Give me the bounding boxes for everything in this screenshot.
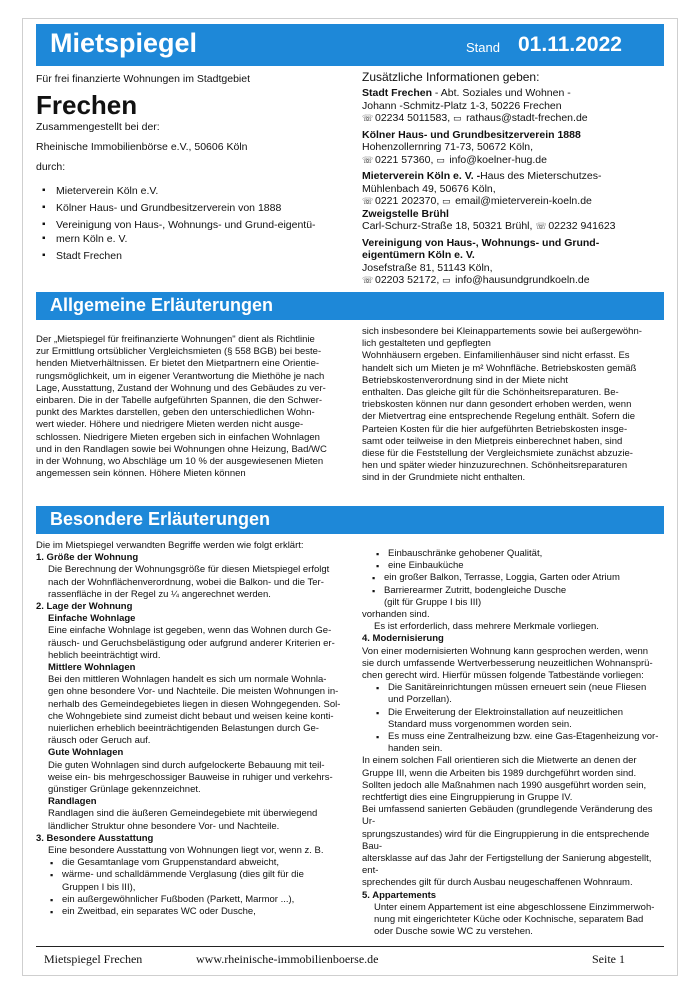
list-line: handen sein. [388,743,443,755]
list-line: Von einer modernisierten Wohnung kann gesprochen werden, wenn [362,645,649,657]
list-line: (gilt für Gruppe I bis III) [384,596,482,608]
org-address: Johann -Schmitz-Platz 1-3, 50226 Frechen [362,99,562,112]
list-line: ▪ ein außergewöhnlicher Fußboden (Parkett, Marmor ...), [36,894,356,906]
list-heading: Einfache Wohnlage [48,613,136,625]
list-heading: Mittlere Wohnlagen [48,662,136,674]
org-phone: 0221 202370, [375,195,440,207]
list-line: sprungszustandes) wird für die Eingruppierung in die entsprechende Bau- [362,828,650,852]
text-line: triebskosten können nur dann gesondert erhoben werden, wenn [362,399,632,411]
org-phone: 02203 52172, [375,274,440,286]
list-heading: 1. Größe der Wohnung [36,552,139,564]
list-heading: 5. Appartements [362,889,437,901]
phone-icon: ☏ [535,221,547,231]
list-line: In einem solchen Fall orientieren sich die Mietwerte an denen der [362,755,637,767]
section-general-title: Allgemeine Erläuterungen [50,295,274,315]
text-line: lich gestalteten und gepflegten [362,338,491,350]
special-text-left [36,540,356,918]
list-line: Eine besondere Ausstattung von Wohnungen liegt vor, wenn z. B. [48,845,324,857]
list-line: heblich beeinträchtigt wird. [48,649,161,661]
list-line: Die Berechnung der Wohnungsgröße für diesen Mietspiegel erfolgt [48,564,330,576]
section-special-bar [36,506,664,534]
footer-page: Seite 1 [592,952,625,966]
text-line: Wohnhäusern ergeben. Einfamilienhäuser sind nicht erfasst. Es [362,350,630,362]
list-heading: 3. Besondere Ausstattung [36,832,154,844]
org-mieterverein [362,170,662,233]
text-line: Der „Mietspiegel für freifinanzierte Wohnungen" dient als Richtlinie [36,334,315,345]
subtitle: Für frei finanzierte Wohnungen im Stadtgebiet [36,73,251,85]
list-line: ▪ Die Erweiterung der Elektroinstallation auf neuzeitlichen [362,707,664,719]
header-bar [36,24,664,66]
list-line: sprechendes gilt für durch Ausbau neugeschaffenen Wohnraum. [362,877,633,889]
list-line: ▪ die Gesamtanlage vom Gruppenstandard abweicht, [36,857,356,869]
general-text-left [36,334,342,480]
phone-icon: ☏ [362,196,374,206]
city-title: Frechen [36,90,138,120]
list-line: ▪ wärme- und schalldämmende Verglasung (dies gilt für die [36,869,356,881]
left-head [36,72,356,266]
list-heading: 2. Lage der Wohnung [36,601,133,613]
text-line: diese für die Feststellung der Vergleichsmiete zunächst abzuzie- [362,448,633,460]
org-email: info@hausundgrundkoeln.de [455,274,590,286]
org-name-rest: - Abt. Soziales und Wohnen - [432,87,571,99]
text-line: und in den Randlagen sowie bei Wohnungen ohne Heizung, Bad/WC [36,443,327,455]
footer-url[interactable]: www.rheinische-immobilienboerse.de [196,952,379,966]
list-line: ▪ Einbauschränke gehobener Qualität, [362,548,664,560]
list-line: günstiger Grünlage gekennzeichnet. [48,784,201,796]
list-line: Es ist erforderlich, dass mehrere Merkmale vorliegen. [374,621,599,633]
list-line: ländlicher Struktur ohne besondere Vor- und Nachteile. [48,820,280,832]
section-special-title: Besondere Erläuterungen [50,509,271,529]
text-line: der Mietvertrag eine entsprechende Regelung enthält. Sofern die [362,411,636,423]
list-line: Bei umfassend sanierten Gebäuden (grundlegende Veränderung des Ur- [362,804,653,828]
phone-icon: ☏ [362,275,374,285]
list-line: ▪ ein Zweitbad, ein separates WC oder Dusche, [36,906,356,918]
list-line: gen ohne besondere Vor- und Nachteile. Die meisten Wohnungen in- [48,686,339,698]
partner-item: ▪ Vereinigung von Haus-, Wohnungs- und Grund-eigentü- [36,218,356,232]
partner-item: ▪ Kölner Haus- und Grundbesitzerverein von 1888 [36,201,356,215]
list-line: rassenfläche in der Regel zu ¼ angerechnet werden. [48,588,271,600]
list-line: Eine einfache Wohnlage ist gegeben, wenn das Wohnen durch Ge- [48,625,332,637]
text-line: angemessen sein können. Höhere Mieten können [36,468,246,480]
text-line: punkt des Marktes darstellen, geben den unterschiedlichen Wohn- [36,407,315,419]
list-line: Standard muss vorgenommen worden sein. [388,718,572,730]
text-line: sind in der Grundmiete nicht enthalten. [362,472,526,484]
list-line: nung mit eingerichteter Küche oder Kochnische, separatem Bad [374,914,644,926]
list-line: Unter einem Appartement ist eine abgeschlossene Einzimmerwoh- [374,901,655,913]
through-label: durch: [36,161,66,173]
branch-name: Zweigstelle Brühl [362,207,449,220]
document-title: Mietspiegel [50,28,198,58]
text-line: Lage, Ausstattung, Zustand der Wohnung und des Gebäudes zu ver- [36,382,326,394]
org-vereinigung [362,237,662,287]
footer-rule [36,946,664,947]
contact-info [362,70,662,291]
org-address: Mühlenbach 49, 50676 Köln, [362,182,496,195]
stand-date: 01.11.2022 [518,33,622,56]
fax-icon: ▭ [442,275,451,285]
stand-label: Stand [466,40,500,55]
text-line: wert wieder. Höhere und niedrigere Mieten werden nicht ausge- [36,419,304,431]
org-phone: 0221 57360, [375,153,434,166]
org-name: Stadt Frechen [362,87,433,99]
compiler: Rheinische Immobilienbörse e.V., 50606 Köln [36,141,248,153]
text-line: samt oder teilweise in den Mietpreis einberechnet haben, sind [362,435,623,447]
list-line: räusch oder Geruch auf. [48,735,151,747]
text-line: sich insbesondere bei Kleinappartements sowie bei außergewöhn- [362,326,642,337]
list-line: nerhalb des Gemeindegebietes liegen in diesen Wohngegenden. Sol- [48,698,341,710]
org-name-rest: Haus des Mieterschutzes- [480,170,602,182]
list-heading: Gute Wohnlagen [48,747,124,759]
list-line: nuierlichen erheblich beeinträchtigenden Belastungen durch Ge- [48,723,319,735]
branch-phone: 02232 941623 [548,220,616,232]
list-line: ▪ Barrierearmer Zutritt, bodengleiche Dusche [362,585,664,597]
org-name: Kölner Haus- und Grundbesitzerverein 1888 [362,128,581,141]
partner-item-cont-text: mern Köln e. V. [56,233,128,245]
org-name-cont: eigentümern Köln e. V. [362,249,475,261]
contact-heading: Zusätzliche Informationen geben: [362,70,540,84]
list-line: Die guten Wohnlagen sind durch aufgelockerte Bebauung mit teil- [48,759,325,771]
footer-left: Mietspiegel Frechen [44,952,143,966]
org-email: rathaus@stadt-frechen.de [466,112,588,124]
list-line: vorhanden sind. [362,609,430,621]
list-line: ▪ ein großer Balkon, Terrasse, Loggia, Garten oder Atrium [362,572,664,584]
org-email: info@koelner-hug.de [449,153,547,166]
org-address: Hohenzollernring 71-73, 50672 Köln, [362,141,534,153]
list-heading: Randlagen [48,796,97,808]
text-line: Parteien Kosten für die hier aufgeführten Betriebskosten insge- [362,423,628,435]
list-line: räusch- und Geruchsbelästigung oder aufgrund anderer Kriterien er- [48,637,335,649]
fax-icon: ▭ [453,113,462,123]
list-line: rechtfertigt dies eine Eingruppierung in Gruppe IV. [362,792,573,804]
text-line: handelt sich um Mieten je m² Wohnfläche. Betriebskosten gemäß [362,362,637,374]
org-email: email@mieterverein-koeln.de [455,195,592,207]
list-line: ▪ Die Sanitäreinrichtungen müssen erneuert sein (neue Fliesen [362,682,664,694]
list-line: Die im Mietspiegel verwandten Begriffe werden wie folgt erklärt: [36,540,304,551]
section-general-bar [36,292,664,320]
org-haus-grund-1888 [362,129,662,167]
org-name: Mieterverein Köln e. V. - [362,170,481,182]
text-line: zur Ermittlung ortsüblicher Vergleichsmieten (§ 558 BGB) bei beste- [36,346,322,358]
partner-item: ▪ Mieterverein Köln e.V. [36,184,356,198]
partner-item-cont [36,232,356,246]
partner-list [36,184,356,263]
general-text-right [362,326,664,485]
list-line: altersklasse auf das Jahr der Fertigstellung der Sanierung abgestellt, ent- [362,853,652,877]
list-line: ▪ Es muss eine Zentralheizung bzw. eine Gas-Etagenheizung vor- [362,731,664,743]
list-line: sie durch umfassende Wertverbesserung neuzeitlichen Wohnansprü- [362,657,653,669]
fax-icon: ▭ [436,154,445,165]
text-line: einbaren. Die in der Tabelle aufgeführten Spannen, die den Schwer- [36,395,323,407]
text-line: Betriebskostenverordnung sind in der Miete nicht [362,374,568,386]
org-stadt-frechen [362,87,662,125]
list-line: weise ein- bis mehrgeschossiger Bauweise in ruhiger und verkehrs- [48,771,333,783]
text-line: rungsmöglichkeit, um in eigener Verantwortung die Miethöhe je nach [36,370,325,382]
list-line: und Porzellan). [388,694,452,706]
text-line: henden Mietverhältnissen. Er bietet den Mietpartnern eine Orientie- [36,358,320,370]
list-line: oder Dusche sowie WC zu verstehen. [374,926,533,938]
phone-icon: ☏ [362,154,374,165]
phone-icon: ☏ [362,113,374,123]
list-line: nach der Wohnflächenverordnung, wobei die Balkon- und die Ter- [48,576,324,588]
list-line: Gruppe III, wenn die Arbeiten bis 1989 durchgeführt worden sind. [362,767,637,779]
compiled-by: Zusammengestellt bei der: [36,121,160,133]
branch-address: Carl-Schurz-Straße 18, 50321 Brühl, [362,220,533,232]
list-line: Sollten jedoch alle Maßnahmen nach 1990 ausgeführt worden sein, [362,779,647,791]
special-text-right [362,548,664,939]
text-line: hen und später wieder hinzuzurechnen. Schönheitsreparaturen [362,460,628,472]
fax-icon: ▭ [442,196,451,206]
partner-item: ▪ Stadt Frechen [36,249,356,263]
list-heading: 4. Modernisierung [362,633,444,645]
text-line: in der Wohnung, wo Abschläge um 10 % der ausgewiesenen Mieten [36,456,324,468]
list-line: chen gerecht wird. Hierfür müssen folgende Tatbestände vorliegen: [362,670,644,682]
org-address: Josefstraße 81, 51143 Köln, [362,261,493,274]
text-line: schlossen. Niedrigere Mieten ergeben sich in einfachen Wohnlagen [36,431,320,443]
text-line: enthalten. Das gleiche gilt für die Schönheitsreparaturen. Be- [362,387,619,399]
list-line: che Wohngebiete sind zumeist dicht bebaut und weisen keine konti- [48,710,334,722]
list-line: Gruppen I bis III), [62,881,136,893]
list-line: ▪ eine Einbauküche [362,560,664,572]
org-phone: 02234 5011583, [375,112,451,124]
org-name: Vereinigung von Haus-, Wohnungs- und Grund- [362,236,600,249]
list-line: Bei den mittleren Wohnlagen handelt es sich um normale Wohnla- [48,674,327,686]
list-line: Randlagen sind die äußeren Gemeindegebiete mit überwiegend [48,808,318,820]
